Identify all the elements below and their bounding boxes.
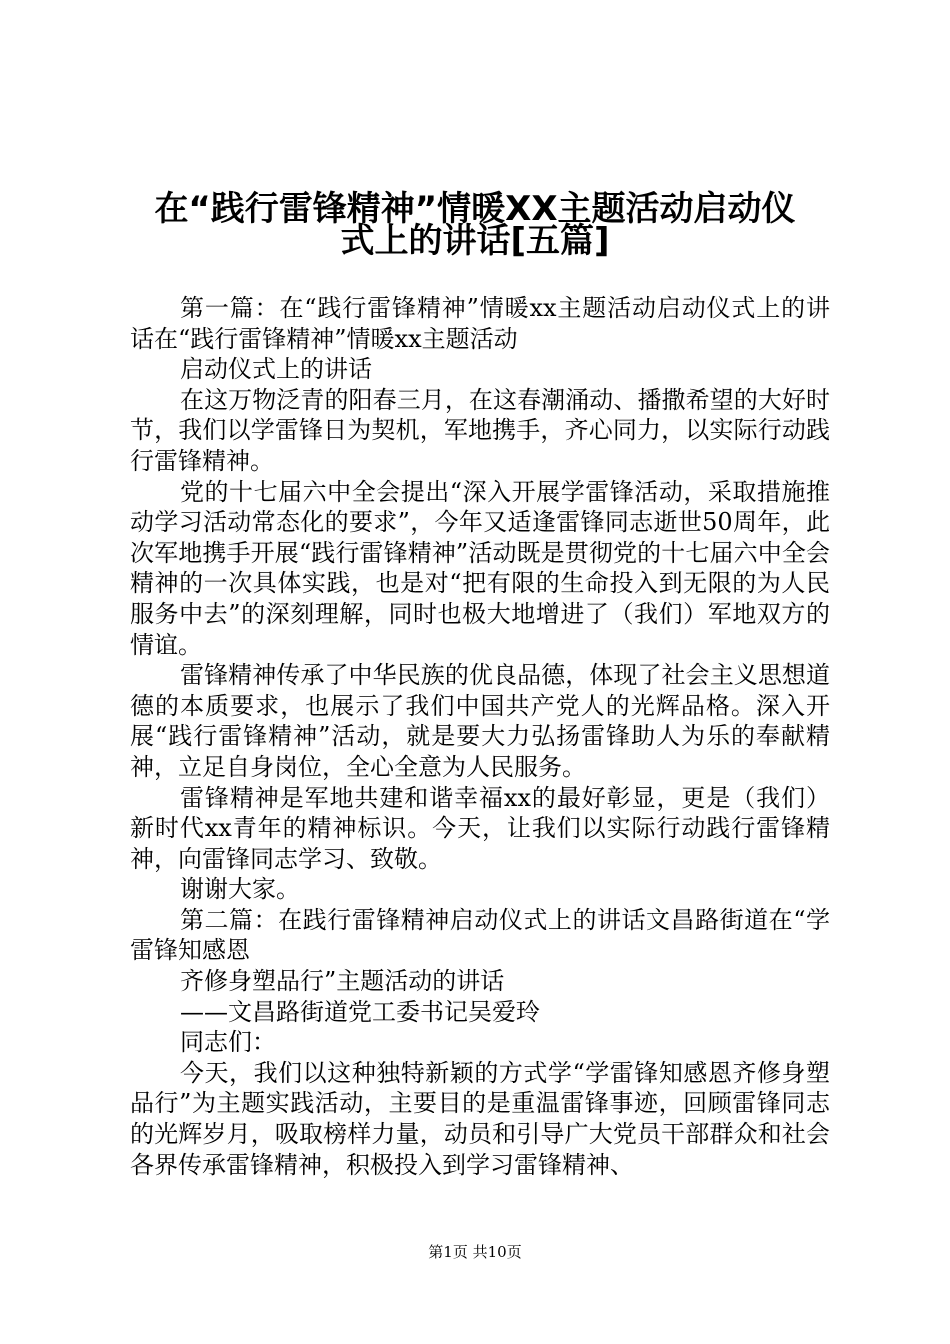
paragraph: ——文昌路街道党工委书记吴爱玲	[180, 997, 540, 1026]
paragraph: 第二篇：在践行雷锋精神启动仪式上的讲话文昌路街道在“学雷锋知感恩	[130, 905, 830, 965]
document-body	[130, 293, 830, 1180]
paragraph: 党的十七届六中全会提出“深入开展学雷锋活动，采取措施推动学习活动常态化的要求”，今年又适逢雷锋同志逝世50周年，此次军地携手开展“践行雷锋精神”活动既是贯彻党的十七届六中全会精神的一次具体实践，也是对“把有限的生命投入到无限的为人民服务中去”的深刻理解，同时也极大地增进了（我们）军地双方的情谊。	[130, 477, 830, 659]
paragraph: 同志们：	[180, 1028, 276, 1057]
paragraph: 雷锋精神是军地共建和谐幸福xx的最好彰显，更是（我们）新时代xx青年的精神标识。今天，让我们以实际行动践行雷锋精神，向雷锋同志学习、致敬。	[130, 783, 830, 873]
paragraph: 雷锋精神传承了中华民族的优良品德，体现了社会主义思想道德的本质要求，也展示了我们中国共产党人的光辉品格。深入开展“践行雷锋精神”活动，就是要大力弘扬雷锋助人为乐的奉献精神，立足自身岗位，全心全意为人民服务。	[130, 661, 830, 781]
paragraph: 今天，我们以这种独特新颖的方式学“学雷锋知感恩齐修身塑品行”为主题实践活动，主要目的是重温雷锋事迹，回顾雷锋同志的光辉岁月，吸取榜样力量，动员和引导广大党员干部群众和社会各界传承雷锋精神，积极投入到学习雷锋精神、	[130, 1058, 830, 1179]
document-title-line-1: 在“践行雷锋精神”情暖XX主题活动启动仪	[154, 189, 796, 229]
page-footer: 第1页 共10页	[428, 1243, 522, 1261]
paragraph: 谢谢大家。	[180, 875, 300, 904]
paragraph: 齐修身塑品行”主题活动的讲话	[180, 967, 505, 996]
paragraph: 第一篇：在“践行雷锋精神”情暖xx主题活动启动仪式上的讲话在“践行雷锋精神”情暖xx主题活动	[130, 294, 830, 353]
document-title-line-2: 式上的讲话[五篇]	[340, 221, 610, 261]
paragraph: 在这万物泛青的阳春三月，在这春潮涌动、播撒希望的大好时节，我们以学雷锋日为契机，军地携手，齐心同力，以实际行动践行雷锋精神。	[130, 385, 830, 475]
paragraph: 启动仪式上的讲话	[180, 355, 372, 384]
